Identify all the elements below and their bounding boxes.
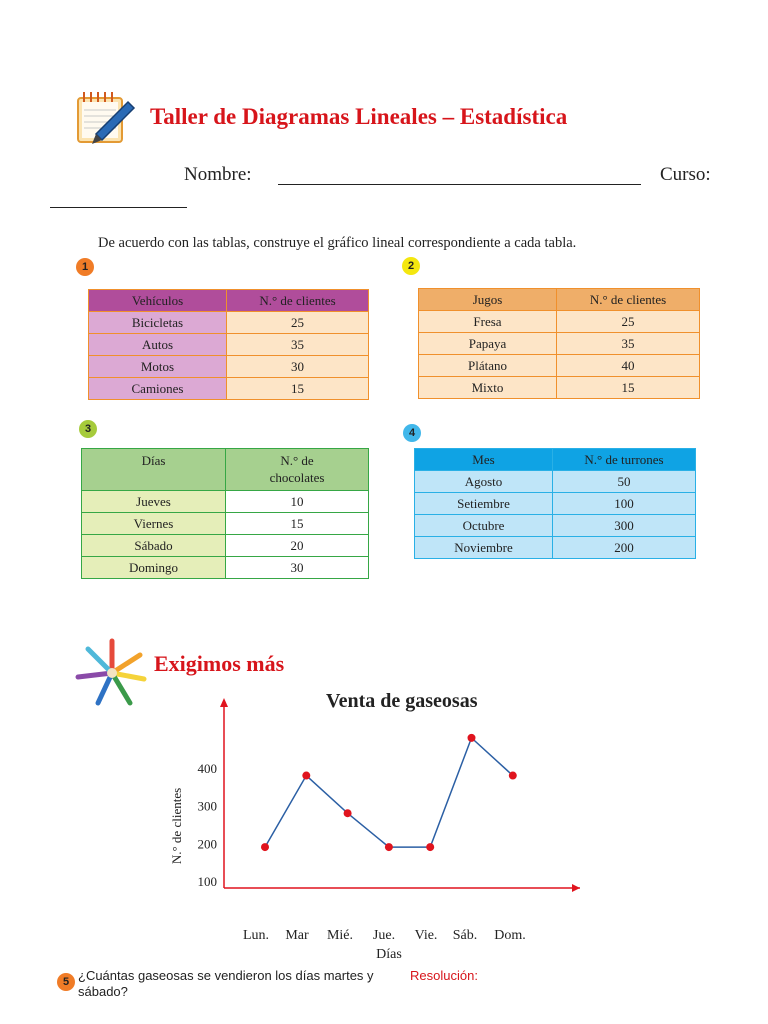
- turrones-table: [414, 448, 696, 559]
- data-point: [302, 772, 310, 780]
- data-point: [426, 843, 434, 851]
- table-row: [415, 471, 696, 493]
- y-tick-label: 400: [197, 761, 217, 776]
- vehiculos-table: [88, 289, 369, 400]
- data-point: [468, 734, 476, 742]
- table-row: [419, 333, 700, 355]
- table-cell: Agosto: [415, 471, 553, 493]
- x-tick-label: Lun.: [242, 928, 270, 943]
- table-cell: Fresa: [419, 311, 557, 333]
- question-text: ¿Cuántas gaseosas se vendieron los días martes y sábado?: [78, 968, 374, 999]
- table-cell: 30: [226, 557, 369, 579]
- table-cell: 15: [557, 377, 700, 399]
- resolution-label: Resolución:: [410, 968, 478, 983]
- data-point: [509, 772, 517, 780]
- series-line: [265, 738, 513, 847]
- table-row: [89, 312, 369, 334]
- notebook-pen-icon: [70, 86, 140, 148]
- table-cell: Mixto: [419, 377, 557, 399]
- table-cell: 15: [226, 513, 369, 535]
- table-header-cell: N.° de chocolates: [226, 449, 369, 491]
- table-row: [89, 378, 369, 400]
- table-header-cell: N.° de clientes: [227, 290, 369, 312]
- table-cell: Motos: [89, 356, 227, 378]
- table-row: [82, 513, 369, 535]
- x-tick-label: Sáb.: [452, 928, 478, 943]
- table-cell: Octubre: [415, 515, 553, 537]
- table-cell: Bicicletas: [89, 312, 227, 334]
- table-cell: 35: [227, 334, 369, 356]
- data-point: [385, 843, 393, 851]
- table-cell: 15: [227, 378, 369, 400]
- x-axis-arrow: [572, 884, 580, 892]
- table-row: [419, 311, 700, 333]
- table-cell: Jueves: [82, 491, 226, 513]
- nombre-label: Nombre:: [184, 164, 252, 185]
- table-cell: 35: [557, 333, 700, 355]
- curso-field[interactable]: [50, 207, 187, 208]
- table-cell: 25: [557, 311, 700, 333]
- x-tick-label: Jue.: [372, 928, 396, 943]
- page-title: Taller de Diagramas Lineales – Estadística: [150, 104, 568, 129]
- table-row: [415, 515, 696, 537]
- table-header-row: [419, 289, 700, 311]
- table-header-row: [89, 290, 369, 312]
- table-1-badge: 1: [76, 258, 94, 276]
- table-cell: Domingo: [82, 557, 226, 579]
- table-cell: Noviembre: [415, 537, 553, 559]
- pencils-icon: [72, 638, 152, 708]
- section-title: Exigimos más: [154, 651, 285, 676]
- nombre-field[interactable]: [278, 184, 641, 185]
- table-cell: Autos: [89, 334, 227, 356]
- question-5-badge: 5: [57, 973, 75, 991]
- table-cell: Plátano: [419, 355, 557, 377]
- chocolates-table: [81, 448, 369, 579]
- x-axis-label: Días: [376, 947, 402, 962]
- table-cell: Setiembre: [415, 493, 553, 515]
- x-tick-label: Vie.: [414, 928, 438, 943]
- table-row: [89, 356, 369, 378]
- table-2-badge: 2: [402, 257, 420, 275]
- table-cell: 10: [226, 491, 369, 513]
- y-tick-label: 300: [197, 798, 217, 814]
- table-header-cell: Jugos: [419, 289, 557, 311]
- table-header-row: [415, 449, 696, 471]
- table-cell: 50: [553, 471, 696, 493]
- jugos-table: [418, 288, 700, 399]
- table-cell: Viernes: [82, 513, 226, 535]
- table-row: [82, 535, 369, 557]
- y-axis-label: N.° de clientes: [169, 787, 184, 865]
- table-cell: 30: [227, 356, 369, 378]
- data-point: [261, 843, 269, 851]
- table-cell: Sábado: [82, 535, 226, 557]
- x-tick-label: Dom.: [494, 928, 526, 943]
- table-row: [82, 557, 369, 579]
- table-header-cell: N.° de turrones: [553, 449, 696, 471]
- table-cell: 40: [557, 355, 700, 377]
- data-point: [344, 809, 352, 817]
- table-cell: Camiones: [89, 378, 227, 400]
- table-4-badge: 4: [403, 424, 421, 442]
- table-cell: 25: [227, 312, 369, 334]
- table-cell: 20: [226, 535, 369, 557]
- table-row: [89, 334, 369, 356]
- table-header-cell: N.° de clientes: [557, 289, 700, 311]
- y-tick-label: 200: [197, 836, 217, 852]
- table-header-cell: Vehículos: [89, 290, 227, 312]
- table-cell: 300: [553, 515, 696, 537]
- table-cell: Papaya: [419, 333, 557, 355]
- y-tick-label: 100: [197, 874, 217, 889]
- table-row: [419, 377, 700, 399]
- chart-title: Venta de gaseosas: [326, 690, 478, 712]
- table-row: [415, 537, 696, 559]
- table-row: [419, 355, 700, 377]
- table-row: [415, 493, 696, 515]
- x-tick-label: Mié.: [326, 928, 354, 943]
- table-row: [82, 491, 369, 513]
- curso-label: Curso:: [660, 164, 711, 185]
- instructions-text: De acuerdo con las tablas, construye el gráfico lineal correspondiente a cada tabla.: [98, 235, 577, 251]
- table-cell: 100: [553, 493, 696, 515]
- table-header-cell: Mes: [415, 449, 553, 471]
- y-axis-arrow: [220, 698, 228, 707]
- table-header-cell: Días: [82, 449, 226, 491]
- table-cell: 200: [553, 537, 696, 559]
- table-3-badge: 3: [79, 420, 97, 438]
- table-header-row: [82, 449, 369, 491]
- x-tick-label: Mar: [285, 928, 309, 943]
